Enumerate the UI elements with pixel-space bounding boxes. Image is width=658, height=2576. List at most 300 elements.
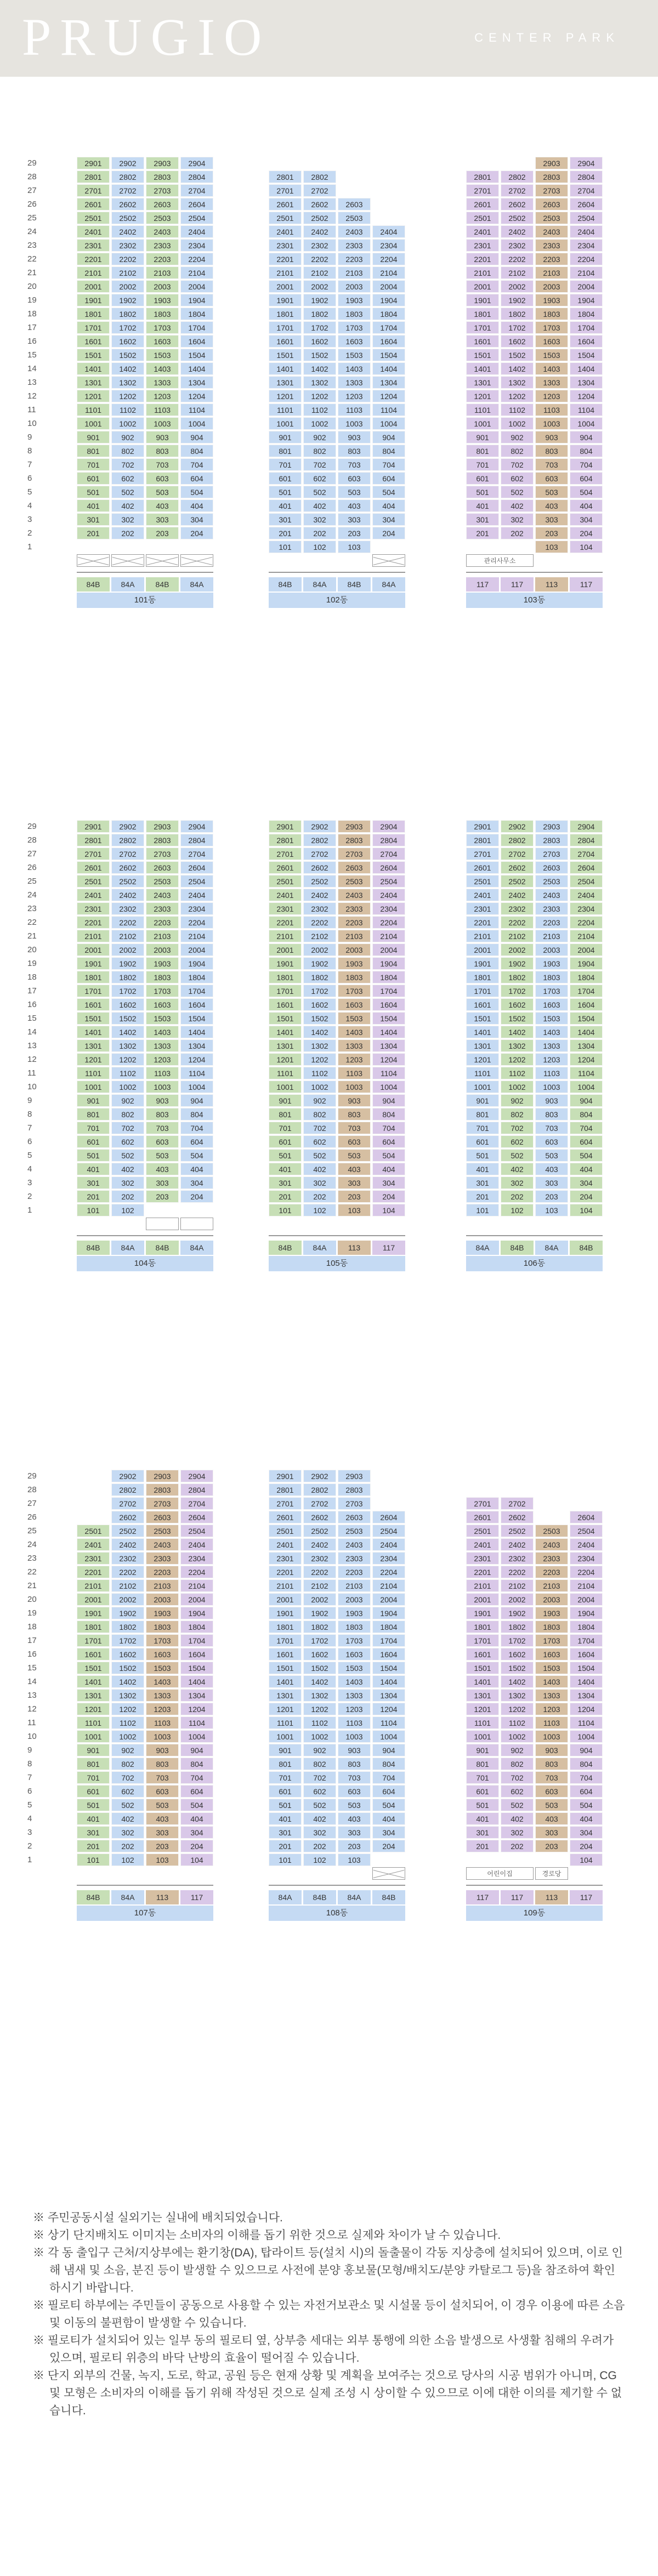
unit-cell: 204 (372, 527, 405, 539)
floor-label: 6 (27, 1137, 32, 1146)
unit-cell: 703 (146, 1122, 179, 1134)
unit-cell: 1002 (501, 417, 534, 430)
unit-cell: 2401 (77, 1538, 110, 1551)
unit-cell: 1303 (146, 1039, 179, 1052)
unit-cell: 1601 (466, 1648, 499, 1661)
note-line: ※ 주민공동시설 실외기는 실내에 배치되었습니다. (33, 2211, 283, 2224)
unit-cell: 2304 (180, 239, 213, 252)
unit-cell: 1204 (372, 390, 405, 402)
unit-cell: 1902 (111, 957, 144, 970)
unit-cell: 1602 (303, 335, 336, 348)
unit-cell: 2104 (180, 930, 213, 942)
unit-type-label: 84A (111, 577, 144, 592)
unit-cell: 604 (372, 472, 405, 485)
unit-cell: 2804 (180, 170, 213, 183)
unit-cell: 1404 (372, 362, 405, 375)
unit-cell: 1801 (466, 308, 499, 320)
unit-cell: 2703 (338, 1497, 371, 1510)
unit-cell: 904 (570, 431, 603, 443)
unit-cell: 601 (466, 1135, 499, 1148)
unit-cell: 2403 (338, 1538, 371, 1551)
unit-cell: 202 (501, 527, 534, 539)
unit-cell: 1502 (111, 349, 144, 361)
unit-cell: 2103 (146, 266, 179, 279)
unit-cell: 1602 (501, 998, 534, 1011)
unit-cell: 1402 (303, 362, 336, 375)
floor-label: 23 (27, 241, 37, 250)
unit-cell: 1803 (146, 971, 179, 983)
unit-cell: 2201 (466, 916, 499, 929)
unit-cell: 1303 (535, 376, 568, 389)
unit-cell: 1104 (570, 1716, 603, 1729)
floor-label: 3 (27, 1828, 32, 1837)
building-baseline (77, 572, 213, 573)
unit-cell: 501 (269, 1149, 302, 1162)
unit-cell: 1703 (535, 321, 568, 334)
building-name: 101동 (77, 593, 213, 608)
unit-cell: 301 (77, 513, 110, 526)
unit-cell: 1002 (501, 1081, 534, 1093)
unit-cell: 1603 (338, 998, 371, 1011)
unit-cell: 2402 (111, 225, 144, 238)
unit-cell: 2701 (77, 848, 110, 860)
unit-cell: 704 (372, 1122, 405, 1134)
unit-cell: 802 (303, 1758, 336, 1770)
unit-cell: 2401 (466, 1538, 499, 1551)
unit-cell: 703 (338, 458, 371, 471)
unit-cell: 904 (570, 1094, 603, 1107)
unit-cell: 2702 (303, 184, 336, 197)
unit-type-label: 84B (338, 577, 371, 592)
floor-label (0, 1867, 60, 1880)
facility-cell (146, 1218, 179, 1230)
unit-cell: 2601 (269, 1511, 302, 1523)
unit-cell: 1501 (269, 349, 302, 361)
unit-type-label: 84A (303, 1241, 336, 1255)
unit-cell: 2204 (570, 253, 603, 265)
unit-cell: 1001 (269, 1081, 302, 1093)
unit-cell: 2001 (269, 943, 302, 956)
unit-cell: 602 (501, 1785, 534, 1798)
unit-cell: 1204 (372, 1703, 405, 1715)
unit-cell: 2301 (466, 1552, 499, 1565)
unit-cell: 1304 (180, 1039, 213, 1052)
unit-cell: 901 (77, 431, 110, 443)
unit-cell: 1904 (372, 1607, 405, 1619)
unit-cell: 1504 (180, 349, 213, 361)
unit-cell: 2504 (570, 1525, 603, 1537)
unit-cell: 2803 (338, 834, 371, 846)
unit-cell: 802 (111, 1758, 144, 1770)
unit-cell: 1001 (466, 417, 499, 430)
unit-cell: 1001 (466, 1730, 499, 1743)
unit-cell: 604 (570, 472, 603, 485)
unit-cell: 603 (146, 1135, 179, 1148)
unit-cell: 2001 (466, 943, 499, 956)
unit-cell: 304 (372, 1176, 405, 1189)
unit-type-label: 117 (501, 1890, 534, 1904)
unit-cell: 2504 (180, 1525, 213, 1537)
unit-cell: 1301 (77, 1039, 110, 1052)
unit-cell: 2801 (77, 170, 110, 183)
unit-cell: 603 (338, 1785, 371, 1798)
unit-cell: 1202 (303, 1703, 336, 1715)
unit-cell: 1101 (466, 403, 499, 416)
unit-cell: 2201 (466, 1566, 499, 1578)
unit-cell: 701 (466, 458, 499, 471)
unit-cell: 703 (535, 1122, 568, 1134)
unit-cell: 502 (111, 1799, 144, 1811)
unit-cell: 1203 (146, 390, 179, 402)
unit-type-label: 84B (77, 1890, 110, 1904)
unit-cell: 2001 (77, 1593, 110, 1606)
unit-cell: 802 (501, 1758, 534, 1770)
unit-cell: 903 (535, 1094, 568, 1107)
unit-cell: 2002 (303, 943, 336, 956)
unit-cell: 2502 (501, 1525, 534, 1537)
unit-cell: 2003 (146, 1593, 179, 1606)
floor-label: 12 (27, 391, 37, 401)
unit-cell: 1401 (269, 1675, 302, 1688)
unit-cell: 902 (501, 1094, 534, 1107)
unit-cell: 1404 (180, 1026, 213, 1038)
unit-cell: 202 (111, 1190, 144, 1203)
floor-label: 8 (27, 446, 32, 456)
unit-cell: 2101 (77, 1579, 110, 1592)
unit-cell: 2903 (146, 157, 179, 169)
building-name: 102동 (269, 593, 405, 608)
unit-cell: 1101 (77, 1067, 110, 1079)
floor-label: 13 (27, 1691, 37, 1700)
unit-cell: 2504 (180, 875, 213, 888)
facility-cell: 경로당 (535, 1867, 568, 1880)
unit-cell: 2104 (570, 1579, 603, 1592)
unit-cell: 1704 (372, 321, 405, 334)
floor-label: 17 (27, 1636, 37, 1645)
unit-cell: 1903 (146, 294, 179, 306)
unit-cell: 2004 (372, 280, 405, 293)
unit-cell: 1703 (146, 321, 179, 334)
unit-cell: 701 (269, 458, 302, 471)
unit-cell: 304 (180, 513, 213, 526)
unit-cell: 1602 (303, 1648, 336, 1661)
unit-cell: 1001 (77, 1730, 110, 1743)
unit-cell: 1502 (111, 1012, 144, 1025)
unit-cell: 2603 (535, 198, 568, 211)
unit-cell: 803 (146, 1758, 179, 1770)
unit-cell: 1701 (466, 985, 499, 997)
unit-cell: 2602 (111, 1511, 144, 1523)
unit-cell: 2103 (535, 1579, 568, 1592)
unit-cell: 403 (338, 1163, 371, 1175)
floor-label: 14 (27, 1027, 37, 1037)
unit-cell: 304 (180, 1826, 213, 1839)
unit-cell: 2704 (180, 848, 213, 860)
floor-label: 19 (27, 959, 37, 968)
unit-cell: 1302 (501, 1689, 534, 1702)
unit-cell: 2303 (146, 239, 179, 252)
unit-cell: 2902 (111, 157, 144, 169)
unit-cell: 1202 (303, 390, 336, 402)
unit-cell: 1001 (77, 1081, 110, 1093)
unit-cell: 2302 (501, 239, 534, 252)
unit-cell: 1003 (146, 1081, 179, 1093)
unit-cell: 1604 (180, 1648, 213, 1661)
unit-cell: 201 (466, 1840, 499, 1852)
floor-label: 2 (27, 528, 32, 538)
unit-cell: 1701 (77, 321, 110, 334)
floor-label: 27 (27, 849, 37, 858)
unit-cell: 1501 (466, 1662, 499, 1674)
unit-cell: 201 (466, 527, 499, 539)
unit-cell: 1201 (466, 390, 499, 402)
unit-cell: 1603 (535, 335, 568, 348)
unit-cell: 602 (303, 472, 336, 485)
unit-cell: 2002 (501, 943, 534, 956)
unit-cell: 803 (338, 1758, 371, 1770)
unit-cell: 1201 (466, 1053, 499, 1066)
unit-cell: 1101 (466, 1067, 499, 1079)
unit-cell: 1001 (269, 1730, 302, 1743)
unit-cell: 2702 (501, 848, 534, 860)
unit-cell: 403 (535, 499, 568, 512)
unit-cell: 1302 (501, 1039, 534, 1052)
unit-cell: 1502 (303, 349, 336, 361)
unit-cell: 2003 (146, 943, 179, 956)
unit-cell: 1702 (303, 1634, 336, 1647)
unit-cell: 2403 (535, 1538, 568, 1551)
unit-cell: 603 (535, 1135, 568, 1148)
unit-cell: 701 (77, 1771, 110, 1784)
unit-cell: 2501 (77, 1525, 110, 1537)
unit-cell: 1001 (466, 1081, 499, 1093)
unit-cell: 703 (535, 1771, 568, 1784)
unit-cell: 2803 (146, 834, 179, 846)
unit-cell: 1203 (338, 390, 371, 402)
unit-cell: 1604 (180, 335, 213, 348)
unit-cell: 2101 (77, 930, 110, 942)
unit-cell: 1601 (269, 335, 302, 348)
unit-cell: 2603 (146, 1511, 179, 1523)
unit-cell: 1202 (111, 1703, 144, 1715)
unit-cell: 2302 (303, 1552, 336, 1565)
unit-cell: 2804 (372, 834, 405, 846)
unit-cell: 1403 (338, 1675, 371, 1688)
unit-cell: 1301 (269, 1039, 302, 1052)
unit-cell: 2403 (535, 889, 568, 901)
unit-type-label: 117 (180, 1890, 213, 1904)
unit-type-label: 113 (535, 1890, 568, 1904)
unit-cell: 403 (146, 499, 179, 512)
unit-cell: 104 (570, 1853, 603, 1866)
unit-cell: 1701 (269, 1634, 302, 1647)
unit-cell: 501 (466, 1799, 499, 1811)
unit-type-label: 84B (570, 1241, 603, 1255)
unit-cell: 2303 (535, 239, 568, 252)
unit-cell: 1703 (338, 985, 371, 997)
unit-cell: 1201 (77, 1703, 110, 1715)
unit-cell: 1204 (570, 1703, 603, 1715)
unit-cell: 902 (111, 1744, 144, 1756)
unit-cell: 1603 (535, 1648, 568, 1661)
note-line: ※ 단지 외부의 건물, 녹지, 도로, 학교, 공원 등은 현재 상황 및 계획을 보여주는 것으로 당사의 시공 범위가 아니며, CG 및 모형은 소비자의 이해를 돕기 위해 작성된 것으로 실제 조성 시 상이할 수 있으므로 이에 대한 이의를 제기할 수 없습니다. (33, 2369, 622, 2417)
unit-cell: 1601 (77, 335, 110, 348)
unit-cell: 602 (501, 472, 534, 485)
unit-type-label: 84B (303, 1890, 336, 1904)
unit-cell: 504 (180, 1799, 213, 1811)
unit-cell: 402 (501, 1163, 534, 1175)
unit-cell: 1802 (111, 308, 144, 320)
unit-cell: 1902 (303, 294, 336, 306)
unit-cell: 2203 (338, 916, 371, 929)
unit-cell: 2301 (269, 239, 302, 252)
unit-type-label: 117 (466, 577, 499, 592)
floor-label: 25 (27, 877, 37, 886)
unit-cell: 903 (535, 1744, 568, 1756)
unit-cell: 2401 (77, 889, 110, 901)
unit-cell: 204 (570, 1840, 603, 1852)
unit-cell: 2703 (146, 1497, 179, 1510)
unit-cell: 2202 (501, 916, 534, 929)
unit-cell: 1902 (501, 294, 534, 306)
building-baseline (466, 572, 603, 573)
floor-label: 5 (27, 1151, 32, 1160)
unit-cell: 2001 (77, 280, 110, 293)
unit-cell: 1903 (338, 1607, 371, 1619)
unit-cell: 1503 (338, 1662, 371, 1674)
unit-cell: 704 (372, 1771, 405, 1784)
unit-cell: 2602 (111, 861, 144, 874)
unit-cell: 303 (338, 1826, 371, 1839)
unit-cell: 403 (338, 1812, 371, 1825)
unit-cell: 2103 (535, 266, 568, 279)
unit-cell: 1804 (180, 308, 213, 320)
unit-cell: 401 (77, 1163, 110, 1175)
unit-cell: 302 (303, 513, 336, 526)
unit-cell: 2401 (269, 889, 302, 901)
unit-cell: 1104 (372, 1067, 405, 1079)
unit-cell: 1304 (180, 1689, 213, 1702)
unit-cell: 704 (570, 1122, 603, 1134)
unit-cell: 1303 (535, 1039, 568, 1052)
unit-cell: 1501 (269, 1012, 302, 1025)
unit-cell: 603 (338, 472, 371, 485)
unit-cell: 2201 (77, 253, 110, 265)
floor-label (0, 554, 60, 567)
unit-cell: 1202 (501, 1703, 534, 1715)
unit-cell: 2002 (501, 1593, 534, 1606)
unit-cell: 903 (146, 431, 179, 443)
unit-cell: 2104 (570, 266, 603, 279)
unit-cell: 502 (111, 1149, 144, 1162)
unit-cell: 2802 (303, 834, 336, 846)
floor-label: 15 (27, 1014, 37, 1023)
unit-cell: 704 (570, 1771, 603, 1784)
unit-cell: 2102 (111, 1579, 144, 1592)
unit-cell: 1101 (269, 1067, 302, 1079)
unit-cell: 1101 (77, 1716, 110, 1729)
unit-cell: 2401 (466, 889, 499, 901)
floor-label: 24 (27, 1540, 37, 1549)
unit-cell: 702 (501, 1771, 534, 1784)
unit-cell: 2404 (372, 1538, 405, 1551)
unit-cell: 303 (338, 1176, 371, 1189)
unit-cell: 2101 (77, 266, 110, 279)
unit-cell: 302 (303, 1176, 336, 1189)
unit-cell: 2902 (111, 820, 144, 833)
unit-cell: 404 (180, 499, 213, 512)
floor-label: 21 (27, 1581, 37, 1590)
building-baseline (77, 1235, 213, 1236)
building-name: 104동 (77, 1256, 213, 1271)
unit-cell: 2903 (535, 820, 568, 833)
unit-cell: 1801 (466, 1620, 499, 1633)
unit-cell: 1702 (303, 985, 336, 997)
unit-cell: 2801 (269, 170, 302, 183)
unit-cell: 1704 (570, 321, 603, 334)
unit-cell: 2101 (269, 1579, 302, 1592)
unit-cell: 2304 (372, 902, 405, 915)
unit-cell: 2501 (466, 212, 499, 224)
unit-cell: 1701 (269, 985, 302, 997)
unit-cell: 501 (466, 486, 499, 498)
floor-label: 7 (27, 460, 32, 469)
unit-cell: 503 (338, 1799, 371, 1811)
unit-cell: 1304 (372, 1689, 405, 1702)
unit-cell: 1701 (466, 1634, 499, 1647)
unit-cell: 301 (466, 1176, 499, 1189)
unit-cell: 2004 (180, 1593, 213, 1606)
unit-cell: 1803 (146, 1620, 179, 1633)
unit-cell: 1503 (146, 349, 179, 361)
unit-cell: 903 (146, 1094, 179, 1107)
unit-cell: 1601 (466, 998, 499, 1011)
unit-cell: 1403 (146, 1675, 179, 1688)
unit-cell: 303 (146, 513, 179, 526)
unit-cell: 803 (535, 1758, 568, 1770)
note-line: ※ 필로티 하부에는 주민들이 공동으로 사용할 수 있는 자전거보관소 및 시설물 등이 설치되어, 이 경우 이용에 따른 소음 및 이동의 불편함이 발생할 수 있습니다. (33, 2299, 625, 2329)
unit-cell: 1902 (111, 1607, 144, 1619)
unit-cell: 2502 (303, 212, 336, 224)
unit-type-label: 117 (501, 577, 534, 592)
unit-cell: 1701 (466, 321, 499, 334)
unit-cell: 901 (77, 1094, 110, 1107)
unit-cell: 2804 (180, 1483, 213, 1496)
facility-cell: 관리사무소 (466, 554, 534, 567)
unit-cell: 503 (338, 486, 371, 498)
unit-cell: 902 (303, 1744, 336, 1756)
unit-cell: 2003 (338, 1593, 371, 1606)
unit-cell: 203 (535, 527, 568, 539)
unit-cell: 1003 (338, 1081, 371, 1093)
unit-cell: 2404 (180, 1538, 213, 1551)
unit-cell: 1301 (466, 376, 499, 389)
unit-cell: 2101 (269, 266, 302, 279)
unit-cell: 2001 (466, 280, 499, 293)
unit-cell: 902 (501, 1744, 534, 1756)
unit-cell: 2301 (269, 1552, 302, 1565)
unit-cell: 1203 (535, 1703, 568, 1715)
unit-cell: 601 (77, 472, 110, 485)
unit-cell: 1002 (111, 1081, 144, 1093)
unit-cell: 1004 (180, 417, 213, 430)
unit-cell: 504 (372, 1799, 405, 1811)
unit-cell: 202 (501, 1190, 534, 1203)
unit-cell: 1203 (535, 390, 568, 402)
unit-cell: 1003 (146, 417, 179, 430)
unit-cell: 1303 (146, 1689, 179, 1702)
unit-type-label: 113 (146, 1890, 179, 1904)
